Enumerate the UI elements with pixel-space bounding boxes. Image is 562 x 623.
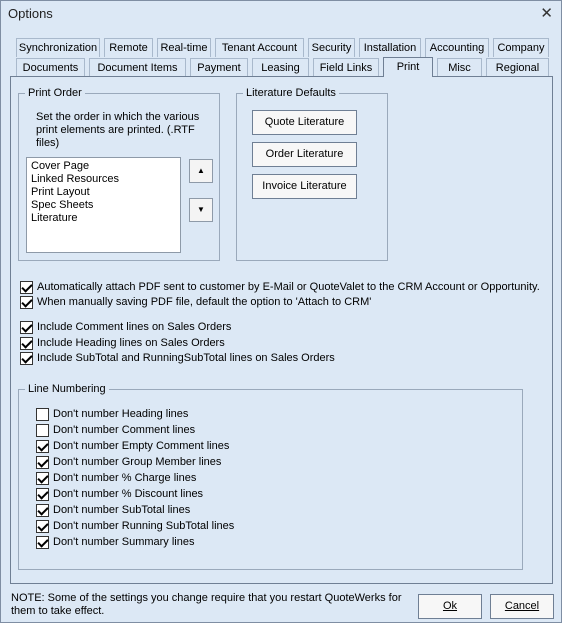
quote-literature-button[interactable]: Quote Literature xyxy=(252,110,357,135)
option-label: When manually saving PDF file, default the option to 'Attach to CRM' xyxy=(37,296,372,308)
checkbox[interactable] xyxy=(36,472,49,485)
checkbox[interactable] xyxy=(20,337,33,350)
option-label: Include Heading lines on Sales Orders xyxy=(37,337,225,349)
tab-regional[interactable]: Regional xyxy=(486,58,549,77)
tab-synchronization[interactable]: Synchronization xyxy=(16,38,100,57)
option-label: Don't number SubTotal lines xyxy=(53,504,191,516)
invoice-literature-button[interactable]: Invoice Literature xyxy=(252,174,357,199)
checkbox[interactable] xyxy=(20,296,33,309)
option-no-number-group-member[interactable] xyxy=(36,454,221,470)
checkbox[interactable] xyxy=(36,520,49,533)
option-label: Include Comment lines on Sales Orders xyxy=(37,321,232,333)
option-include-comment-lines[interactable] xyxy=(20,319,231,335)
option-no-number-empty-comment[interactable] xyxy=(36,438,229,454)
line-numbering-title: Line Numbering xyxy=(25,382,109,396)
cancel-button[interactable] xyxy=(490,594,554,619)
option-label: Automatically attach PDF sent to customer by E-Mail or QuoteValet to the CRM Account or Opportunity. xyxy=(37,281,540,293)
option-label: Don't number Running SubTotal lines xyxy=(53,520,235,532)
checkbox[interactable] xyxy=(36,408,49,421)
option-include-heading-lines[interactable] xyxy=(20,335,225,351)
arrow-up-icon: ▲ xyxy=(197,166,205,175)
option-label: Don't number % Charge lines xyxy=(53,472,197,484)
ok-label: Ok xyxy=(442,600,458,612)
order-literature-button[interactable]: Order Literature xyxy=(252,142,357,167)
tab-print[interactable]: Print xyxy=(383,57,433,77)
option-no-number-charge[interactable] xyxy=(36,470,196,486)
option-label: Don't number Group Member lines xyxy=(53,456,222,468)
close-icon[interactable]: ✕ xyxy=(540,5,553,22)
option-no-number-running-subtotal[interactable] xyxy=(36,518,234,534)
list-item[interactable]: Spec Sheets xyxy=(31,199,94,211)
cancel-label: Cancel xyxy=(504,600,540,612)
checkbox[interactable] xyxy=(20,281,33,294)
tab-accounting[interactable]: Accounting xyxy=(425,38,489,57)
tab-leasing[interactable]: Leasing xyxy=(252,58,309,77)
tab-documents[interactable]: Documents xyxy=(16,58,85,77)
option-label: Don't number Empty Comment lines xyxy=(53,440,230,452)
option-label: Don't number % Discount lines xyxy=(53,488,204,500)
option-attach-pdf-crm[interactable] xyxy=(20,279,540,295)
list-item[interactable]: Literature xyxy=(31,212,78,224)
tab-remote[interactable]: Remote xyxy=(104,38,153,57)
option-no-number-heading[interactable] xyxy=(36,406,188,422)
checkbox[interactable] xyxy=(36,504,49,517)
restart-note: NOTE: Some of the settings you change require that you restart QuoteWerks for them to take effect. xyxy=(11,592,402,617)
window-title: Options xyxy=(8,6,53,21)
checkbox[interactable] xyxy=(36,536,49,549)
checkbox[interactable] xyxy=(36,488,49,501)
tab-field-links[interactable]: Field Links xyxy=(313,58,379,77)
list-item[interactable]: Cover Page xyxy=(31,160,90,172)
option-label: Don't number Heading lines xyxy=(53,408,189,420)
tab-document-items[interactable]: Document Items xyxy=(89,58,186,77)
option-no-number-summary[interactable] xyxy=(36,534,195,550)
print-order-title: Print Order xyxy=(25,86,85,100)
tab-company[interactable]: Company xyxy=(493,38,549,57)
option-include-subtotal-lines[interactable] xyxy=(20,350,335,366)
arrow-down-icon: ▼ xyxy=(197,205,205,214)
option-label: Include SubTotal and RunningSubTotal lines on Sales Orders xyxy=(37,352,335,364)
list-item[interactable]: Linked Resources xyxy=(31,173,120,185)
option-no-number-subtotal[interactable] xyxy=(36,502,190,518)
print-order-list[interactable] xyxy=(26,157,181,253)
tab-tenant-account[interactable]: Tenant Account xyxy=(215,38,304,57)
option-label: Don't number Summary lines xyxy=(53,536,195,548)
checkbox[interactable] xyxy=(36,440,49,453)
list-item[interactable]: Print Layout xyxy=(31,186,90,198)
tab-installation[interactable]: Installation xyxy=(359,38,421,57)
option-no-number-comment[interactable] xyxy=(36,422,195,438)
tab-misc[interactable]: Misc xyxy=(437,58,482,77)
tab-real-time[interactable]: Real-time xyxy=(157,38,211,57)
ok-button[interactable] xyxy=(418,594,482,619)
title-bar xyxy=(1,1,561,27)
move-down-button[interactable] xyxy=(189,198,213,222)
checkbox[interactable] xyxy=(20,352,33,365)
checkbox[interactable] xyxy=(20,321,33,334)
checkbox[interactable] xyxy=(36,424,49,437)
option-default-attach-crm[interactable] xyxy=(20,294,371,310)
option-label: Don't number Comment lines xyxy=(53,424,196,436)
literature-defaults-title: Literature Defaults xyxy=(243,86,339,100)
option-no-number-discount[interactable] xyxy=(36,486,203,502)
tab-payment[interactable]: Payment xyxy=(190,58,248,77)
checkbox[interactable] xyxy=(36,456,49,469)
move-up-button[interactable] xyxy=(189,159,213,183)
print-order-description: Set the order in which the various print elements are printed. (.RTF files) xyxy=(36,111,200,149)
tab-security[interactable]: Security xyxy=(308,38,355,57)
